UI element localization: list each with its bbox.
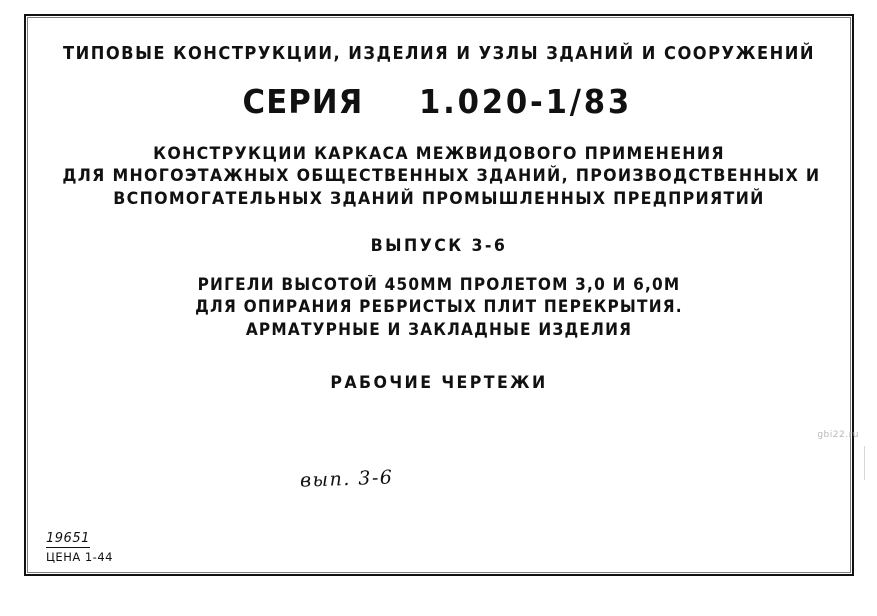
description-line-1: РИГЕЛИ ВЫСОТОЙ 450ММ ПРОЛЕТОМ 3,0 И 6,0М [197, 275, 681, 295]
scan-edge-artifact [864, 446, 865, 480]
title-block [34, 24, 844, 566]
issue-number: ВЫПУСК 3-6 [370, 236, 508, 257]
document-header-line: ТИПОВЫЕ КОНСТРУКЦИИ, ИЗДЕЛИЯ И УЗЛЫ ЗДАНИЙ И СООРУЖЕНИЙ [63, 44, 815, 64]
subtitle-line-2: ДЛЯ МНОГОЭТАЖНЫХ ОБЩЕСТВЕННЫХ ЗДАНИЙ, ПРОИЗВОДСТВЕННЫХ И [62, 166, 821, 187]
description-line-2: ДЛЯ ОПИРАНИЯ РЕБРИСТЫХ ПЛИТ ПЕРЕКРЫТИЯ. [195, 297, 683, 317]
stamp-block [46, 527, 113, 564]
working-drawings-label: РАБОЧИЕ ЧЕРТЕЖИ [330, 372, 548, 393]
series-code: 1.020-1/83 [419, 82, 633, 121]
series-label: СЕРИЯ [242, 82, 363, 121]
subtitle-block [34, 143, 844, 210]
stamp-price: ЦЕНА 1-44 [46, 550, 113, 564]
subtitle-line-1: КОНСТРУКЦИИ КАРКАСА МЕЖВИДОВОГО ПРИМЕНЕНИЯ [153, 144, 725, 164]
handwritten-issue-note: вып. 3-6 [299, 466, 394, 492]
description-block [34, 274, 844, 340]
series-row [34, 82, 844, 121]
subtitle-line-3: ВСПОМОГАТЕЛЬНЫХ ЗДАНИЙ ПРОМЫШЛЕННЫХ ПРЕДПРИЯТИЙ [113, 188, 765, 209]
scan-watermark: gbi22.ru [817, 430, 859, 440]
description-line-3: АРМАТУРНЫЕ И ЗАКЛАДНЫЕ ИЗДЕЛИЯ [245, 319, 633, 339]
stamp-code: 19651 [46, 531, 90, 546]
